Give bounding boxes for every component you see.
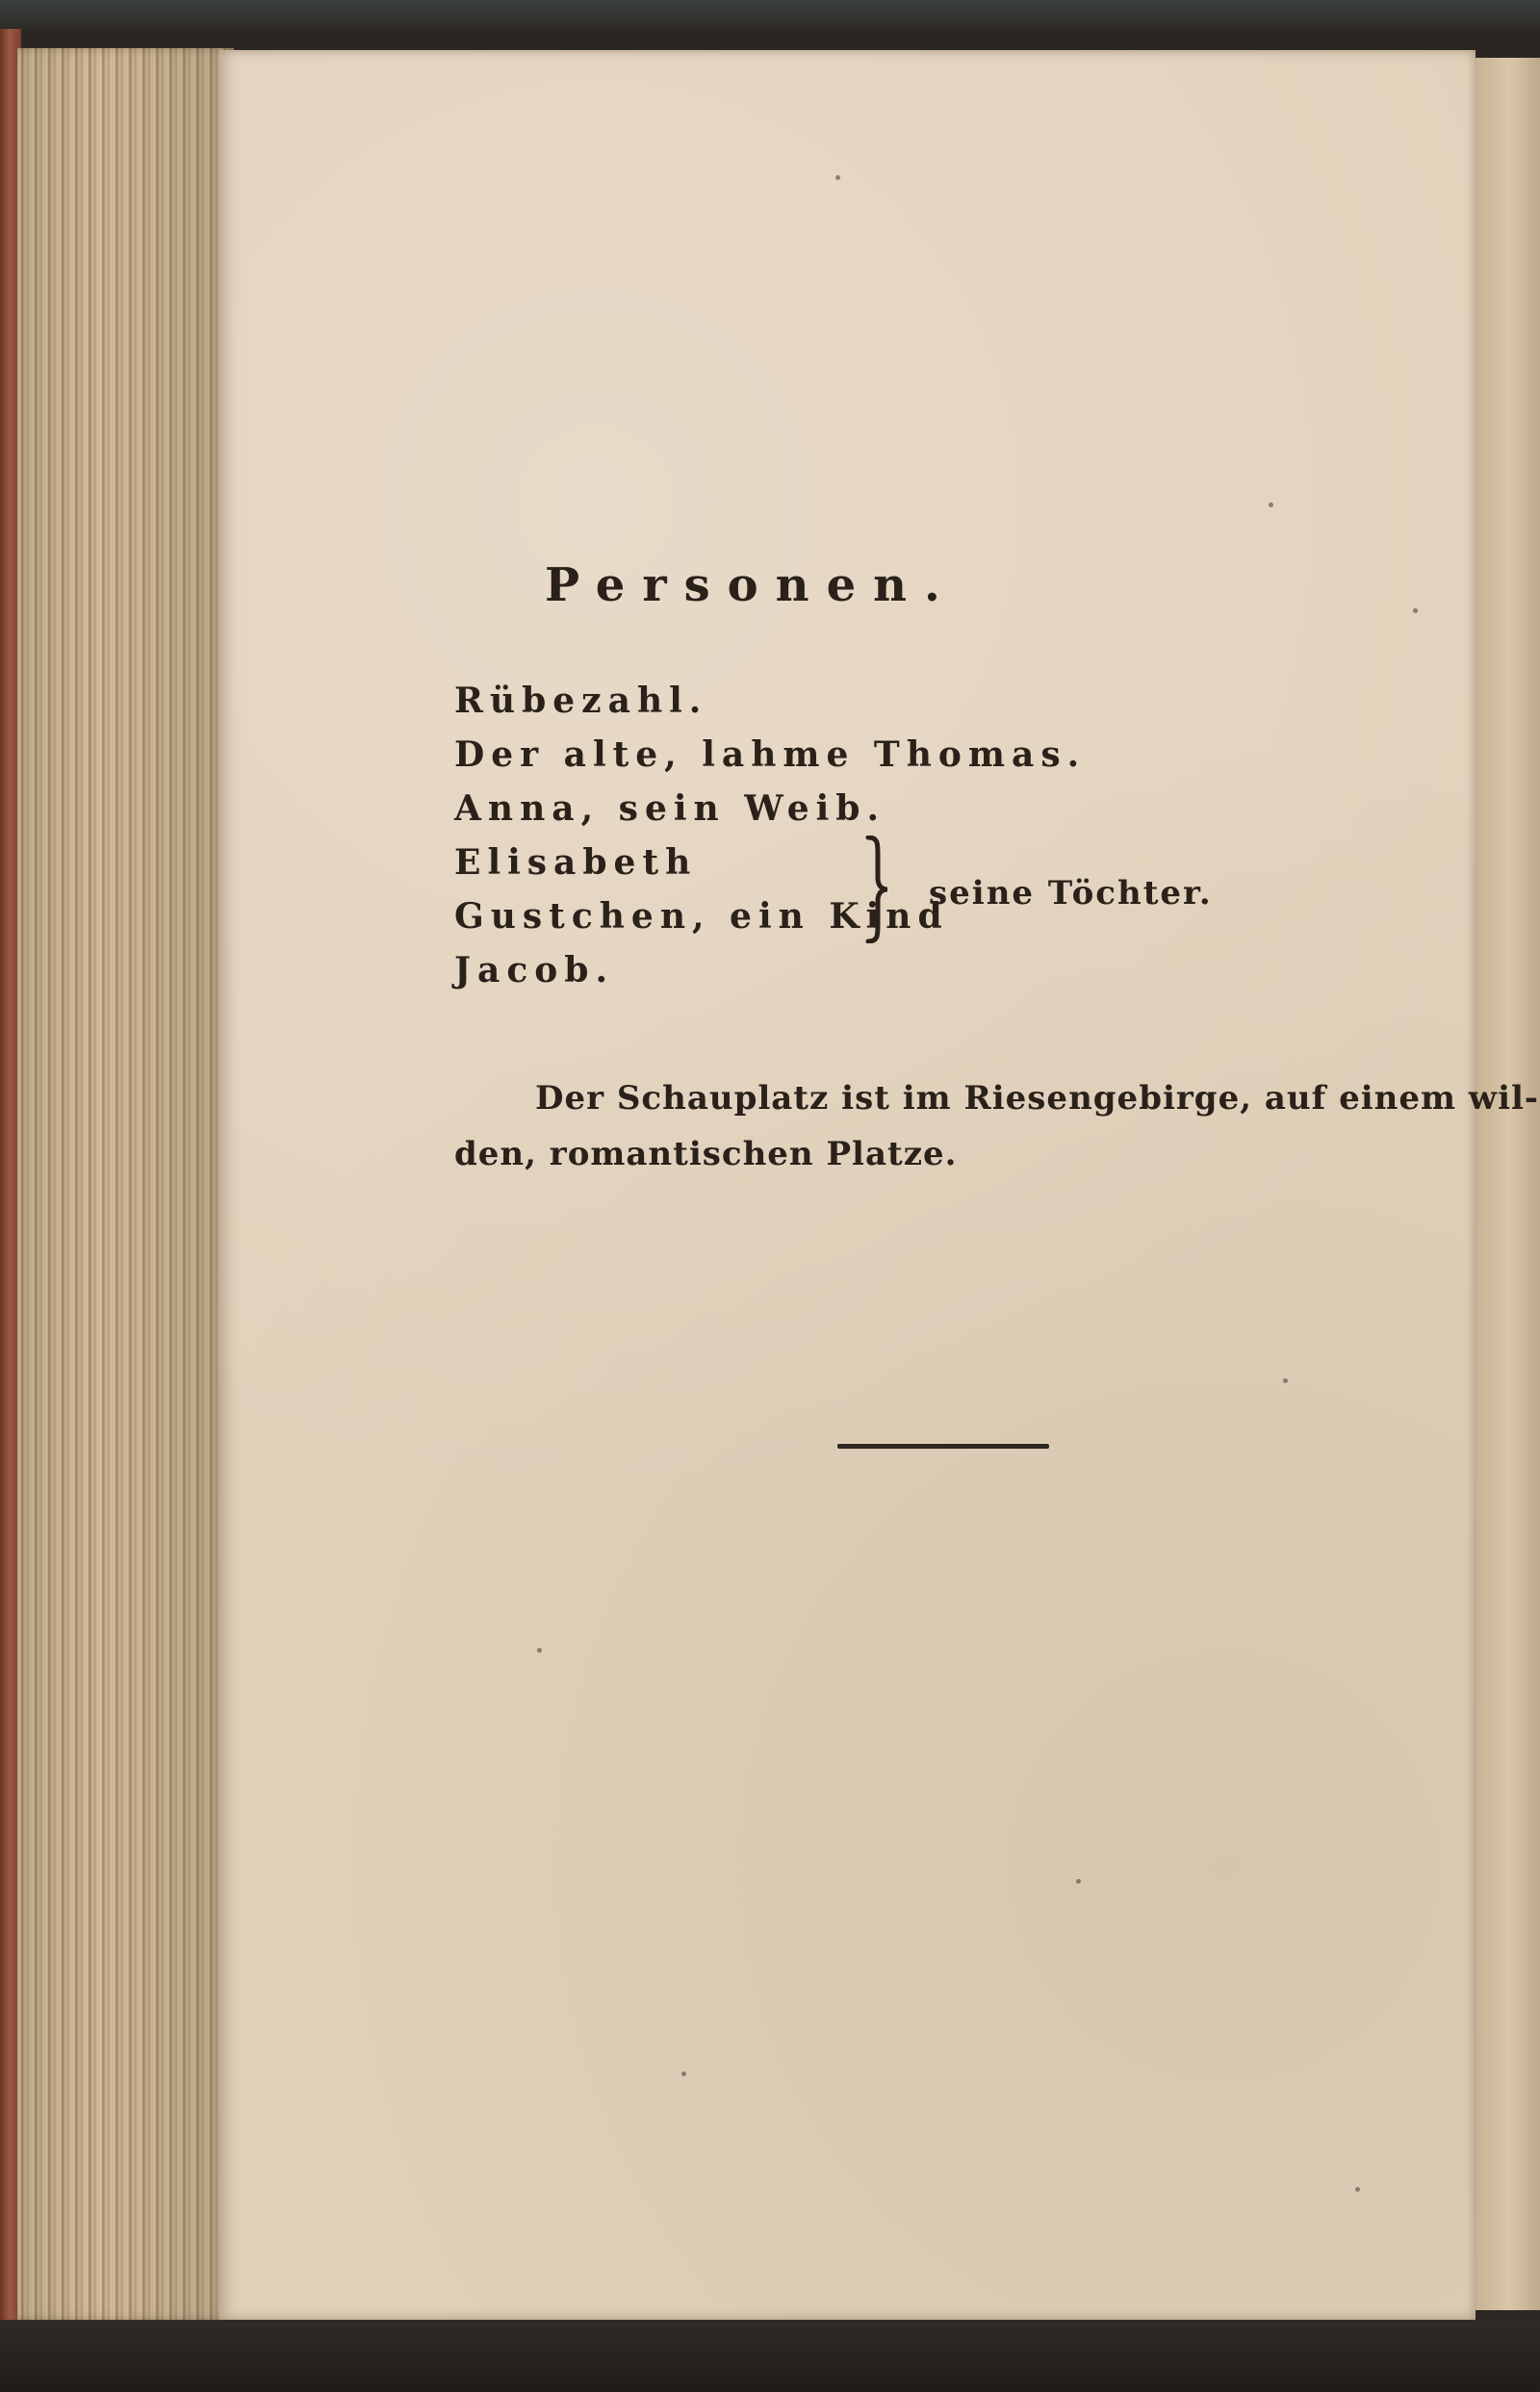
paper-speck [1269,502,1273,507]
book-page [219,50,1540,2320]
setting-line-1: Der Schauplatz ist im Riesengebirge, auf einem wil- [535,1079,1540,1118]
page-heading: Personen. [545,558,958,612]
cast-item: Elisabeth [454,842,698,883]
cast-item: Rübezahl. [454,681,708,721]
cast-item: Anna, sein Weib. [454,788,886,829]
setting-line-2: den, romantischen Platze. [454,1135,958,1173]
scan-background-bottom [0,2320,1540,2392]
paper-speck [681,2071,686,2076]
paper-speck [1076,1879,1081,1884]
cast-item: Der alte, lahme Thomas. [454,734,1087,775]
paper-speck [835,175,840,180]
paper-speck [1355,2187,1360,2192]
daughters-label: seine Töchter. [929,874,1213,913]
page-stack-edge [17,48,234,2320]
paper-speck [537,1648,542,1653]
paper-speck [1413,608,1418,613]
divider-rule [837,1444,1049,1449]
cast-item: Jacob. [454,950,614,990]
setting-paragraph [454,1070,1540,1182]
curly-brace-icon [864,836,889,943]
cast-item: Gustchen, ein Kind [454,896,949,937]
scan-background-top [0,0,1540,31]
paper-speck [1283,1378,1288,1383]
